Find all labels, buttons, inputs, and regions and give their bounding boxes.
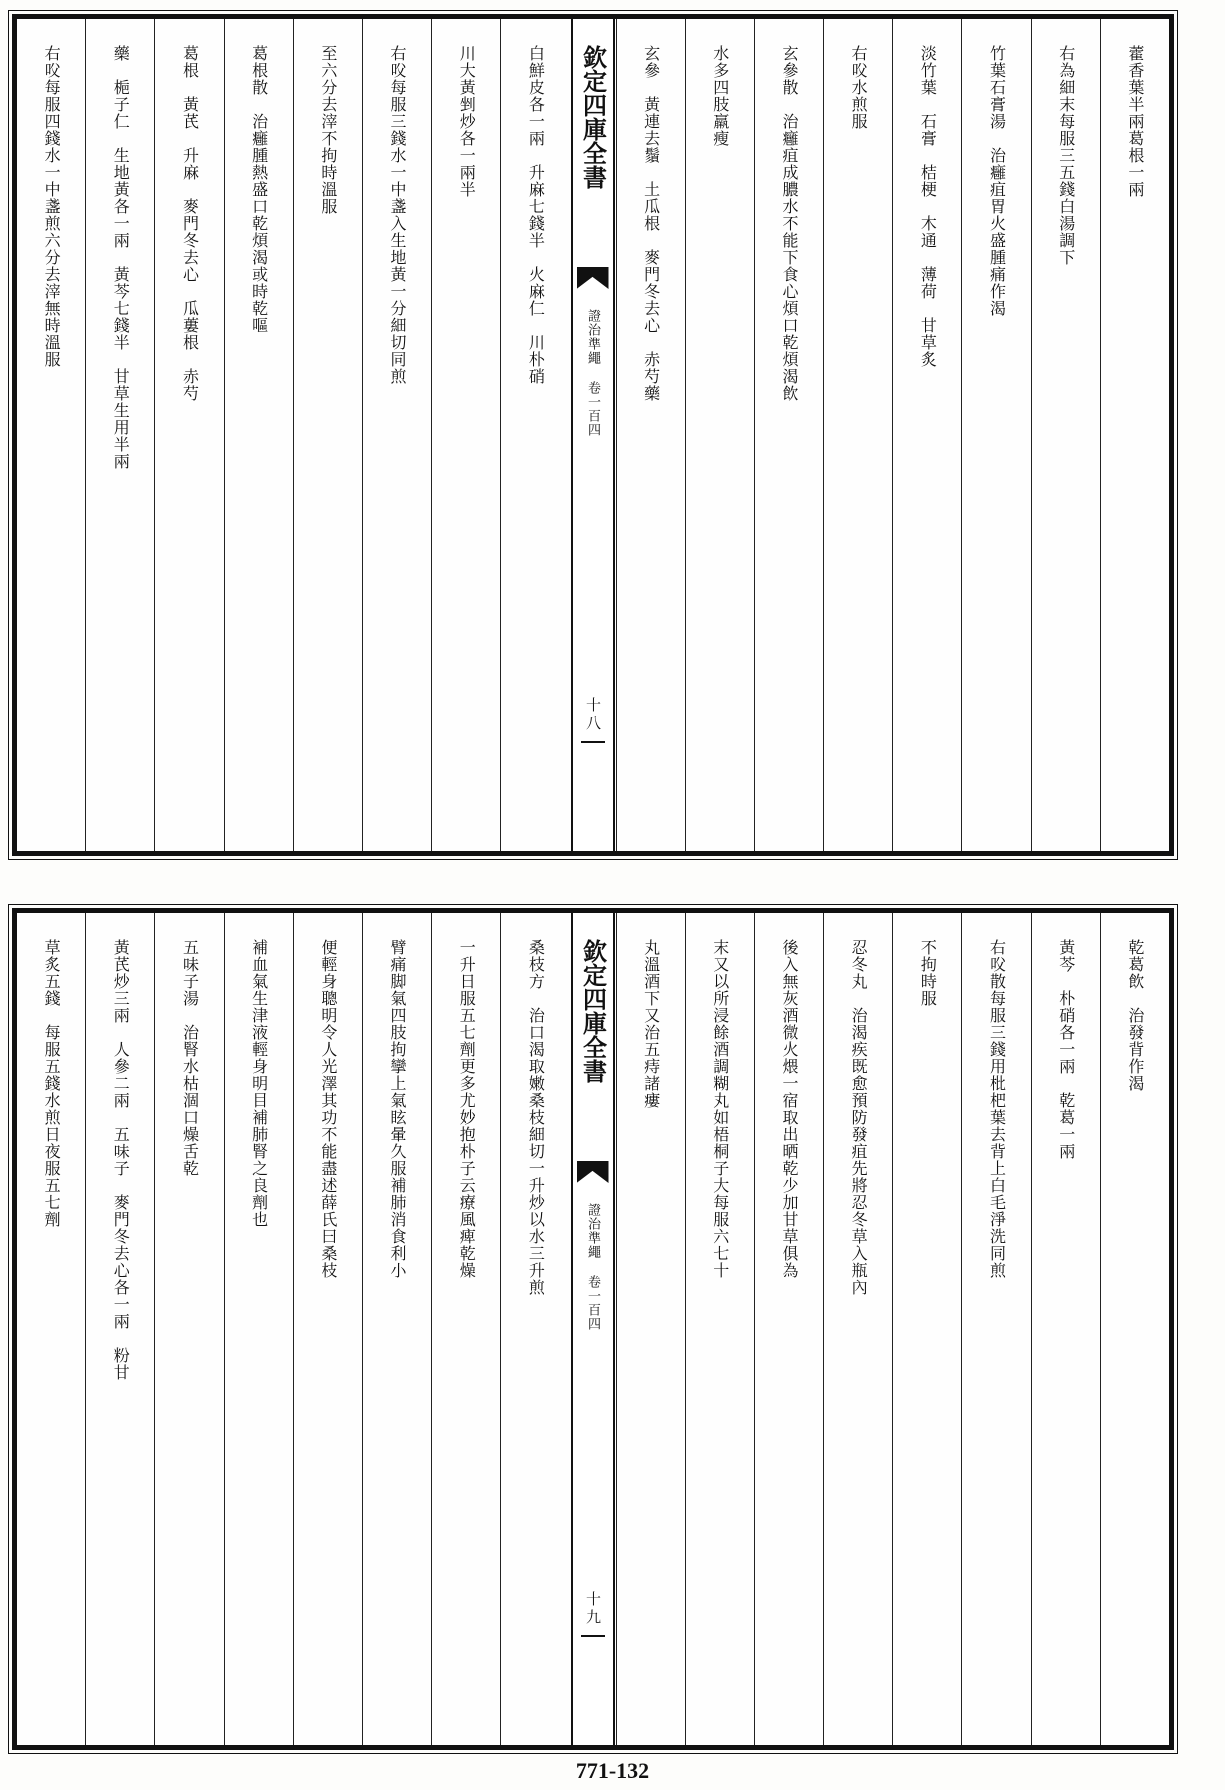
text-column [17,19,85,851]
column-text: 不拘時服 [918,939,938,1007]
center-margin [571,913,615,1745]
text-column [1100,913,1169,1745]
column-text: 補血氣生津液輕身明目補肺腎之良劑也 [249,939,269,1228]
text-column [754,19,823,851]
text-column [362,913,431,1745]
column-text: 一升日服五七劑更多尤妙抱朴子云療風痺乾燥 [457,939,477,1279]
column-text: 藿香葉半兩葛根一兩 [1125,45,1145,198]
column-text: 五味子湯 治腎水枯涸口燥舌乾 [180,939,200,1177]
text-column [154,19,223,851]
column-text: 淡竹葉 石膏 桔梗 木通 薄荷 甘草炙 [918,45,938,368]
column-text: 草炙五錢 每服五錢水煎日夜服五七劑 [42,939,62,1228]
bottom-page [12,908,1174,1750]
column-text: 玄參 黃連去鬚 土瓜根 麥門冬去心 赤芍藥 [641,45,661,402]
column-text: 葛根散 治癰腫熱盛口乾煩渴或時乾嘔 [249,45,269,334]
chapter-label: 證治準繩 卷一百四 [585,1203,600,1331]
column-text: 乾葛飲 治發背作渴 [1125,939,1145,1092]
column-text: 葛根 黃芪 升麻 麥門冬去心 瓜蔞根 赤芍 [180,45,200,402]
text-column [616,19,685,851]
column-text: 黃芩 朴硝各一兩 乾葛一兩 [1056,939,1076,1160]
column-text: 右㕮散每服三錢用枇杷葉去背上白毛淨洗同煎 [987,939,1007,1279]
text-column [17,913,85,1745]
top-page [12,14,1174,856]
column-text: 黃芪炒三兩 人參二兩 五味子 麥門冬去心各一兩 粉甘 [111,939,131,1381]
footer-page-code: 771-132 [575,1758,650,1783]
text-column [961,19,1030,851]
text-column [85,19,154,851]
column-text: 臂痛脚氣四肢拘攣上氣眩暈久服補肺消食利小 [388,939,408,1279]
column-text: 右為細末每服三五錢白湯調下 [1056,45,1076,266]
column-text: 右㕮水煎服 [849,45,869,130]
text-column [616,913,685,1745]
column-text: 右㕮每服三錢水一中盞入生地黃一分細切同煎 [388,45,408,385]
text-column [685,913,754,1745]
column-text: 竹葉石膏湯 治癰疽胃火盛腫痛作渴 [987,45,1007,317]
text-column [224,913,293,1745]
text-column [1031,19,1100,851]
text-column [892,913,961,1745]
column-text: 玄參散 治癰疽成膿水不能下食心煩口乾煩渴飲 [779,45,799,402]
page-number: 十九 [584,1591,602,1627]
text-column [500,19,569,851]
column-text: 白鮮皮各一兩 升麻七錢半 火麻仁 川朴硝 [526,45,546,385]
column-text: 至六分去滓不拘時溫服 [318,45,338,215]
text-column [154,913,223,1745]
text-column [362,19,431,851]
text-column [500,913,569,1745]
text-column [85,913,154,1745]
page-number: 十八 [584,697,602,733]
column-text: 桑枝方 治口渴取嫩桑枝細切一升炒以水三升煎 [526,939,546,1296]
text-column [293,19,362,851]
text-column [754,913,823,1745]
text-column [823,19,892,851]
divider [581,1635,605,1637]
text-column [892,19,961,851]
text-column [1100,19,1169,851]
text-column [961,913,1030,1745]
text-column [293,913,362,1745]
column-text: 藥 梔子仁 生地黃各一兩 黃芩七錢半 甘草生用半兩 [111,45,131,470]
book-title: 欽定四庫全書 [578,939,608,1083]
column-text: 末又以所浸餘酒調糊丸如梧桐子大每服六七十 [710,939,730,1279]
text-column [431,913,500,1745]
column-text: 便輕身聰明令人光澤其功不能盡述薛氏曰桑枝 [318,939,338,1279]
text-column [823,913,892,1745]
text-column [431,19,500,851]
chapter-label: 證治準繩 卷一百四 [585,309,600,437]
column-text: 丸溫酒下又治五痔諸瘻 [641,939,661,1109]
text-column [1031,913,1100,1745]
column-text: 忍冬丸 治渴疾既愈預防發疽先將忍冬草入瓶內 [849,939,869,1296]
column-text: 川大黃剉炒各一兩半 [457,45,477,198]
book-title: 欽定四庫全書 [578,45,608,189]
text-column [224,19,293,851]
text-column [685,19,754,851]
center-margin [571,19,615,851]
column-text: 水多四肢羸瘦 [710,45,730,147]
column-text: 右㕮每服四錢水一中盞煎六分去滓無時溫服 [42,45,62,368]
divider [581,741,605,743]
column-text: 後入無灰酒微火煨一宿取出晒乾少加甘草俱為 [779,939,799,1279]
